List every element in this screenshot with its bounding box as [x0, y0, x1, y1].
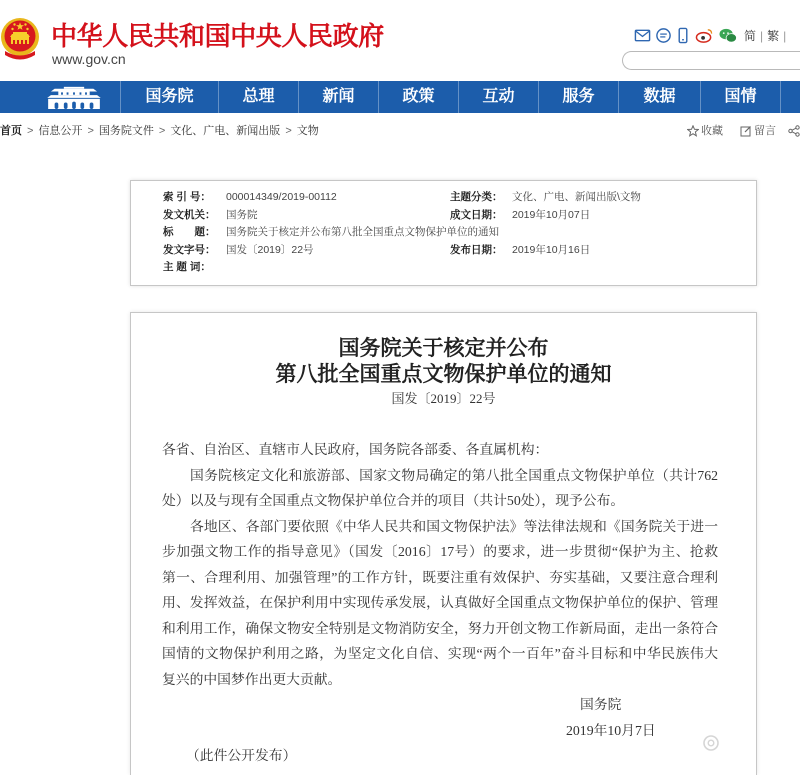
chat-icon[interactable] — [655, 27, 672, 44]
document-date: 2019年10月7日 — [566, 722, 656, 738]
breadcrumb-separator: > — [285, 125, 292, 137]
category-value: 文化、广电、新闻出版\文物 — [512, 191, 641, 203]
paragraph-line: 用、发挥效益，在保护利用中实现传承发展，认真做好全国重点文物保护单位的保护、管理 — [162, 595, 718, 610]
category-label: 主题分类： — [450, 191, 503, 203]
issuer-value: 国务院 — [226, 208, 258, 221]
publish-date-value: 2019年10月16日 — [512, 243, 591, 256]
lang-separator: | — [783, 29, 787, 43]
favorite-button[interactable]: 收藏 — [701, 125, 723, 137]
main-nav — [0, 81, 800, 113]
document-content — [130, 312, 757, 775]
title-label: 标 题： — [163, 226, 216, 238]
watermark-logo — [702, 734, 722, 752]
breadcrumb-home[interactable]: 首页 — [0, 125, 22, 137]
nav-item-state-council[interactable]: 国务院 — [120, 81, 218, 113]
weibo-icon[interactable] — [695, 27, 714, 44]
paragraph-line: 第一、合理利用、加强管理”的工作方针，既要注重有效保护、夯实基础，又要注意合理利 — [162, 569, 718, 585]
mail-icon[interactable] — [634, 27, 651, 44]
breadcrumb-info-disclosure[interactable]: 信息公开 — [38, 125, 83, 137]
document-metadata-table — [130, 180, 757, 286]
breadcrumb — [0, 124, 319, 138]
breadcrumb-cultural-relics[interactable]: 文物 — [296, 125, 319, 137]
paragraph-line: 处）以及与现有全国重点文物保护单位合并的项目（共计50处），现予公布。 — [162, 493, 625, 508]
issuer-label: 发文机关： — [163, 208, 216, 221]
written-date-value: 2019年10月07日 — [512, 208, 591, 221]
gate-icon[interactable] — [46, 85, 102, 109]
paragraph-line: 各地区、各部门要依照《中华人民共和国文物保护法》等法律法规和《国务院关于进一 — [190, 518, 718, 534]
message-button[interactable]: 留言 — [754, 125, 776, 137]
document-number: 国发〔2019〕22号 — [391, 391, 496, 406]
written-date-label: 成文日期： — [450, 208, 503, 221]
nav-item-news[interactable]: 新闻 — [298, 81, 378, 113]
national-emblem-icon[interactable] — [0, 15, 40, 63]
nav-item-policies[interactable]: 政策 — [378, 81, 458, 113]
document-body — [162, 437, 718, 769]
document-title-line-1: 国务院关于核定并公布 — [338, 336, 549, 360]
search-input[interactable] — [622, 51, 800, 70]
breadcrumb-separator: > — [87, 125, 94, 137]
paragraph-line: 国情的文物保护利用之路，为坚定文化自信、实现“两个一百年”奋斗目标和中华民族伟大 — [162, 646, 718, 661]
lang-separator: | — [760, 29, 764, 43]
paragraph-line: 步加强文物工作的指导意见》（国发〔2016〕17号）的要求，进一步贯彻“保护为主、抢救 — [162, 544, 718, 559]
lang-traditional-link[interactable]: 繁 — [767, 29, 780, 43]
title-value: 国务院关于核定并公布第八批全国重点文物保护单位的通知 — [226, 226, 499, 238]
breadcrumb-separator: > — [27, 125, 34, 137]
breadcrumb-separator: > — [158, 125, 166, 137]
publication-note: （此件公开发布） — [186, 748, 297, 763]
document-signature: 国务院 — [580, 697, 622, 712]
publish-date-label: 发布日期： — [450, 243, 503, 256]
breadcrumb-culture-radio-publishing[interactable]: 文化、广电、新闻出版 — [170, 125, 281, 137]
paragraph-line: 和利用工作，确保文物安全特别是文物消防安全，努力开创文物工作新局面，走出一条符合 — [162, 620, 718, 636]
document-salutation: 各省、自治区、直辖市人民政府，国务院各部委、各直属机构： — [162, 442, 549, 457]
nav-item-interaction[interactable]: 互动 — [458, 81, 538, 113]
nav-item-services[interactable]: 服务 — [538, 81, 618, 113]
lang-simplified-link[interactable]: 简 — [744, 29, 757, 43]
message-icon[interactable] — [740, 125, 752, 137]
breadcrumb-state-council-documents[interactable]: 国务院文件 — [98, 125, 154, 137]
index-no-value: 000014349/2019-00112 — [226, 191, 337, 203]
site-url[interactable]: www.gov.cn — [52, 51, 126, 67]
paragraph-line: 国务院核定文化和旅游部、国家文物局确定的第八批全国重点文物保护单位（共计762 — [190, 467, 718, 483]
document-title-line-2: 第八批全国重点文物保护单位的通知 — [275, 362, 612, 386]
site-title[interactable]: 中华人民共和国中央人民政府 — [51, 22, 384, 52]
share-icon[interactable] — [788, 125, 800, 137]
phone-icon[interactable] — [677, 27, 689, 44]
keywords-label: 主 题 词： — [163, 261, 211, 273]
paragraph-line: 复兴的中国梦作出更大贡献。 — [162, 671, 342, 687]
star-icon[interactable] — [687, 125, 699, 137]
nav-list — [120, 81, 781, 113]
index-no-label: 索 引 号： — [163, 191, 211, 203]
wechat-icon[interactable] — [718, 27, 738, 44]
nav-item-data[interactable]: 数据 — [618, 81, 700, 113]
nav-item-national-conditions[interactable]: 国情 — [700, 81, 780, 113]
doc-no-label: 发文字号： — [163, 243, 216, 256]
doc-no-value: 国发〔2019〕22号 — [226, 243, 314, 256]
language-switcher — [744, 28, 790, 44]
nav-item-premier[interactable]: 总理 — [218, 81, 298, 113]
